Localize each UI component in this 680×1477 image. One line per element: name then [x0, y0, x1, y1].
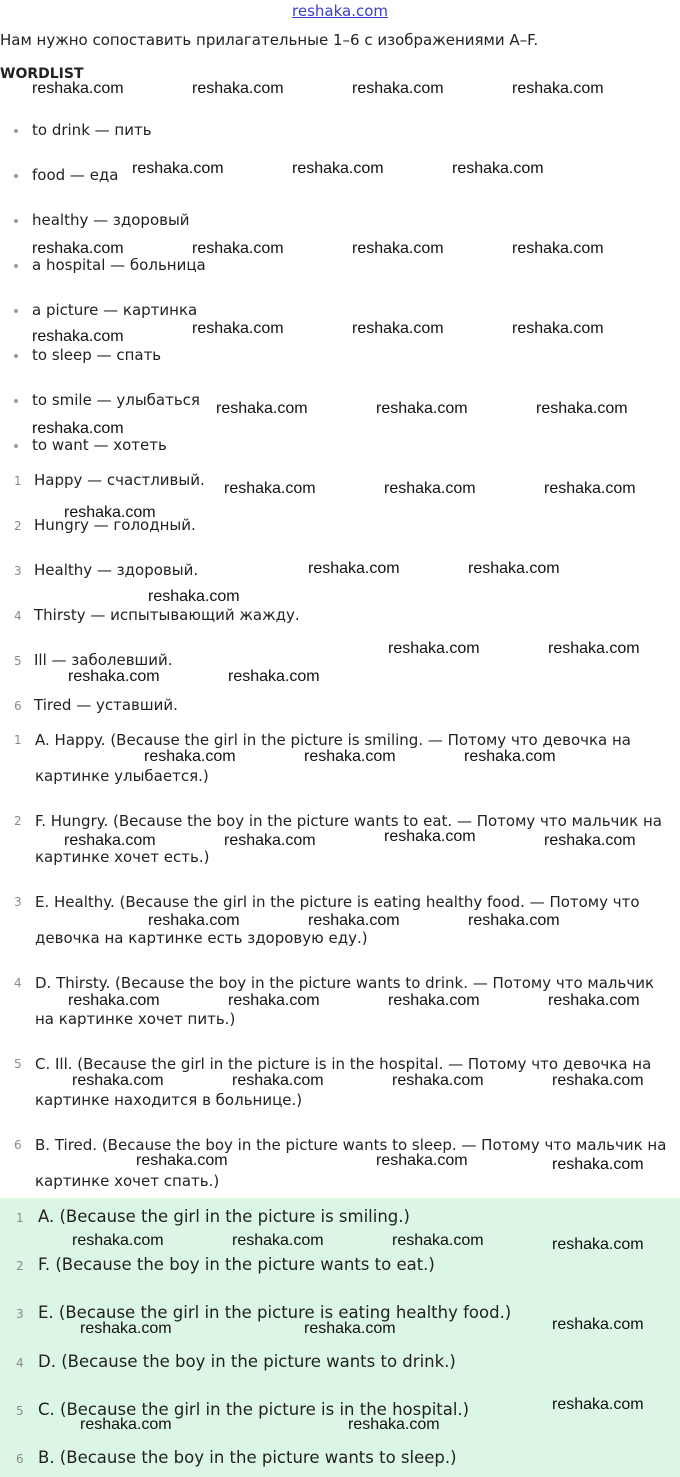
watermark: reshaka.com — [452, 160, 544, 177]
watermark: reshaka.com — [552, 1072, 644, 1089]
final-answer-item — [16, 1252, 435, 1278]
item-number: 4 — [14, 609, 22, 623]
answer-item — [14, 965, 674, 1037]
item-number: 6 — [16, 1452, 24, 1466]
watermark: reshaka.com — [68, 992, 160, 1009]
site-header-link[interactable]: reshaka.com — [292, 2, 388, 20]
adjective-item — [14, 470, 205, 490]
watermark: reshaka.com — [376, 400, 468, 417]
wordlist-item-text: to smile — улыбаться — [32, 391, 200, 409]
watermark: reshaka.com — [68, 668, 160, 685]
bullet-icon — [14, 129, 18, 133]
item-number: 3 — [14, 564, 22, 578]
watermark: reshaka.com — [148, 588, 240, 605]
watermark: reshaka.com — [72, 1072, 164, 1089]
watermark: reshaka.com — [468, 912, 560, 929]
watermark: reshaka.com — [192, 240, 284, 257]
watermark: reshaka.com — [192, 80, 284, 97]
wordlist-item — [14, 255, 206, 275]
item-number: 6 — [14, 1138, 22, 1152]
final-answer-text: A. (Because the girl in the picture is smiling.) — [38, 1207, 410, 1226]
item-number: 6 — [14, 699, 22, 713]
adjective-item — [14, 650, 173, 670]
watermark: reshaka.com — [292, 160, 384, 177]
answer-text: F. Hungry. (Because the boy in the picture wants to eat. — Потому что мальчик на картинке хочет есть.) — [35, 812, 662, 866]
final-answer-box — [0, 1198, 680, 1477]
wordlist-item — [14, 210, 190, 230]
item-number: 1 — [14, 733, 22, 747]
watermark: reshaka.com — [544, 832, 636, 849]
watermark: reshaka.com — [32, 240, 124, 257]
wordlist-item — [14, 300, 197, 320]
final-answer-text: D. (Because the boy in the picture wants to drink.) — [38, 1352, 456, 1371]
adjective-text: Ill — заболевший. — [34, 651, 173, 669]
final-answer-item — [16, 1204, 410, 1230]
watermark: reshaka.com — [80, 1416, 172, 1433]
wordlist-item-text: food — еда — [32, 166, 119, 184]
watermark: reshaka.com — [64, 504, 156, 521]
watermark: reshaka.com — [392, 1072, 484, 1089]
item-number: 2 — [14, 519, 22, 533]
adjective-item — [14, 560, 198, 580]
bullet-icon — [14, 264, 18, 268]
wordlist-item-text: healthy — здоровый — [32, 211, 190, 229]
watermark: reshaka.com — [224, 480, 316, 497]
item-number: 1 — [16, 1211, 24, 1225]
answer-text: E. Healthy. (Because the girl in the picture is eating healthy food. — Потому что девочка на картинке есть здоровую еду.) — [35, 893, 640, 947]
watermark: reshaka.com — [216, 400, 308, 417]
adjective-text: Happy — счастливый. — [34, 471, 205, 489]
watermark: reshaka.com — [352, 240, 444, 257]
watermark: reshaka.com — [308, 912, 400, 929]
watermark: reshaka.com — [548, 992, 640, 1009]
final-answer-item — [16, 1349, 456, 1375]
adjective-item — [14, 605, 300, 625]
watermark: reshaka.com — [144, 748, 236, 765]
answer-item — [14, 884, 674, 956]
watermark: reshaka.com — [552, 1396, 644, 1413]
adjective-item — [14, 515, 196, 535]
bullet-icon — [14, 219, 18, 223]
watermark: reshaka.com — [232, 1072, 324, 1089]
item-number: 4 — [16, 1356, 24, 1370]
final-answer-item — [16, 1445, 457, 1471]
watermark: reshaka.com — [388, 640, 480, 657]
item-number: 2 — [16, 1259, 24, 1273]
watermark: reshaka.com — [552, 1316, 644, 1333]
adjective-item — [14, 695, 178, 715]
watermark: reshaka.com — [464, 748, 556, 765]
watermark: reshaka.com — [136, 1152, 228, 1169]
final-answer-text: F. (Because the boy in the picture wants to eat.) — [38, 1255, 435, 1274]
answer-text: D. Thirsty. (Because the boy in the picture wants to drink. — Потому что мальчик на картинке хочет пить.) — [35, 974, 654, 1028]
item-number: 3 — [16, 1307, 24, 1321]
watermark: reshaka.com — [32, 80, 124, 97]
watermark: reshaka.com — [228, 992, 320, 1009]
final-answer-item — [16, 1397, 469, 1423]
watermark: reshaka.com — [228, 668, 320, 685]
watermark: reshaka.com — [32, 328, 124, 345]
item-number: 5 — [14, 1057, 22, 1071]
watermark: reshaka.com — [348, 1416, 440, 1433]
wordlist-item — [14, 390, 200, 410]
watermark: reshaka.com — [384, 828, 476, 845]
wordlist-item-text: to drink — пить — [32, 121, 152, 139]
adjective-text: Healthy — здоровый. — [34, 561, 199, 579]
watermark: reshaka.com — [132, 160, 224, 177]
adjective-text: Tired — уставший. — [34, 696, 178, 714]
watermark: reshaka.com — [512, 240, 604, 257]
wordlist-item-text: to want — хотеть — [32, 436, 167, 454]
answer-text: A. Happy. (Because the girl in the picture is smiling. — Потому что девочка на картинке улыбается.) — [35, 731, 632, 785]
wordlist-item — [14, 435, 167, 455]
final-answer-text: B. (Because the boy in the picture wants to sleep.) — [38, 1448, 457, 1467]
watermark: reshaka.com — [512, 80, 604, 97]
wordlist-item-text: to sleep — спать — [32, 346, 162, 364]
watermark: reshaka.com — [392, 1232, 484, 1249]
watermark: reshaka.com — [308, 560, 400, 577]
watermark: reshaka.com — [304, 1320, 396, 1337]
watermark: reshaka.com — [388, 992, 480, 1009]
item-number: 1 — [14, 474, 22, 488]
wordlist-item-text: a picture — картинка — [32, 301, 198, 319]
answer-item — [14, 803, 674, 875]
watermark: reshaka.com — [376, 1152, 468, 1169]
answer-item — [14, 1046, 674, 1118]
watermark: reshaka.com — [192, 320, 284, 337]
item-number: 4 — [14, 976, 22, 990]
final-answer-text: C. (Because the girl in the picture is in the hospital.) — [38, 1400, 470, 1419]
wordlist-item — [14, 345, 161, 365]
bullet-icon — [14, 399, 18, 403]
watermark: reshaka.com — [536, 400, 628, 417]
watermark: reshaka.com — [148, 912, 240, 929]
watermark: reshaka.com — [552, 1156, 644, 1173]
bullet-icon — [14, 309, 18, 313]
bullet-icon — [14, 174, 18, 178]
item-number: 2 — [14, 814, 22, 828]
final-answer-text: E. (Because the girl in the picture is eating healthy food.) — [38, 1303, 512, 1322]
watermark: reshaka.com — [304, 748, 396, 765]
wordlist-item — [14, 120, 152, 140]
answer-item — [14, 1127, 674, 1199]
watermark: reshaka.com — [468, 560, 560, 577]
watermark: reshaka.com — [232, 1232, 324, 1249]
wordlist-title: WORDLIST — [0, 66, 84, 82]
bullet-icon — [14, 444, 18, 448]
watermark: reshaka.com — [512, 320, 604, 337]
watermark: reshaka.com — [32, 420, 124, 437]
watermark: reshaka.com — [352, 80, 444, 97]
wordlist-item-text: a hospital — больница — [32, 256, 206, 274]
final-answer-item — [16, 1300, 511, 1326]
wordlist-item — [14, 165, 118, 185]
bullet-icon — [14, 354, 18, 358]
watermark: reshaka.com — [352, 320, 444, 337]
watermark: reshaka.com — [384, 480, 476, 497]
adjective-text: Hungry — голодный. — [34, 516, 196, 534]
task-intro: Нам нужно сопоставить прилагательные 1–6 с изображениями A–F. — [0, 31, 539, 49]
adjective-text: Thirsty — испытывающий жажду. — [34, 606, 300, 624]
item-number: 5 — [14, 654, 22, 668]
answer-item — [14, 722, 674, 794]
watermark: reshaka.com — [544, 480, 636, 497]
watermark: reshaka.com — [548, 640, 640, 657]
item-number: 5 — [16, 1404, 24, 1418]
watermark: reshaka.com — [64, 832, 156, 849]
item-number: 3 — [14, 895, 22, 909]
watermark: reshaka.com — [224, 832, 316, 849]
watermark: reshaka.com — [72, 1232, 164, 1249]
answer-text: B. Tired. (Because the boy in the picture wants to sleep. — Потому что мальчик на картинке хочет спать.) — [35, 1136, 667, 1190]
watermark: reshaka.com — [552, 1236, 644, 1253]
watermark: reshaka.com — [80, 1320, 172, 1337]
answer-text: C. Ill. (Because the girl in the picture is in the hospital. — Потому что девочка на картинке находится в больнице.) — [35, 1055, 652, 1109]
